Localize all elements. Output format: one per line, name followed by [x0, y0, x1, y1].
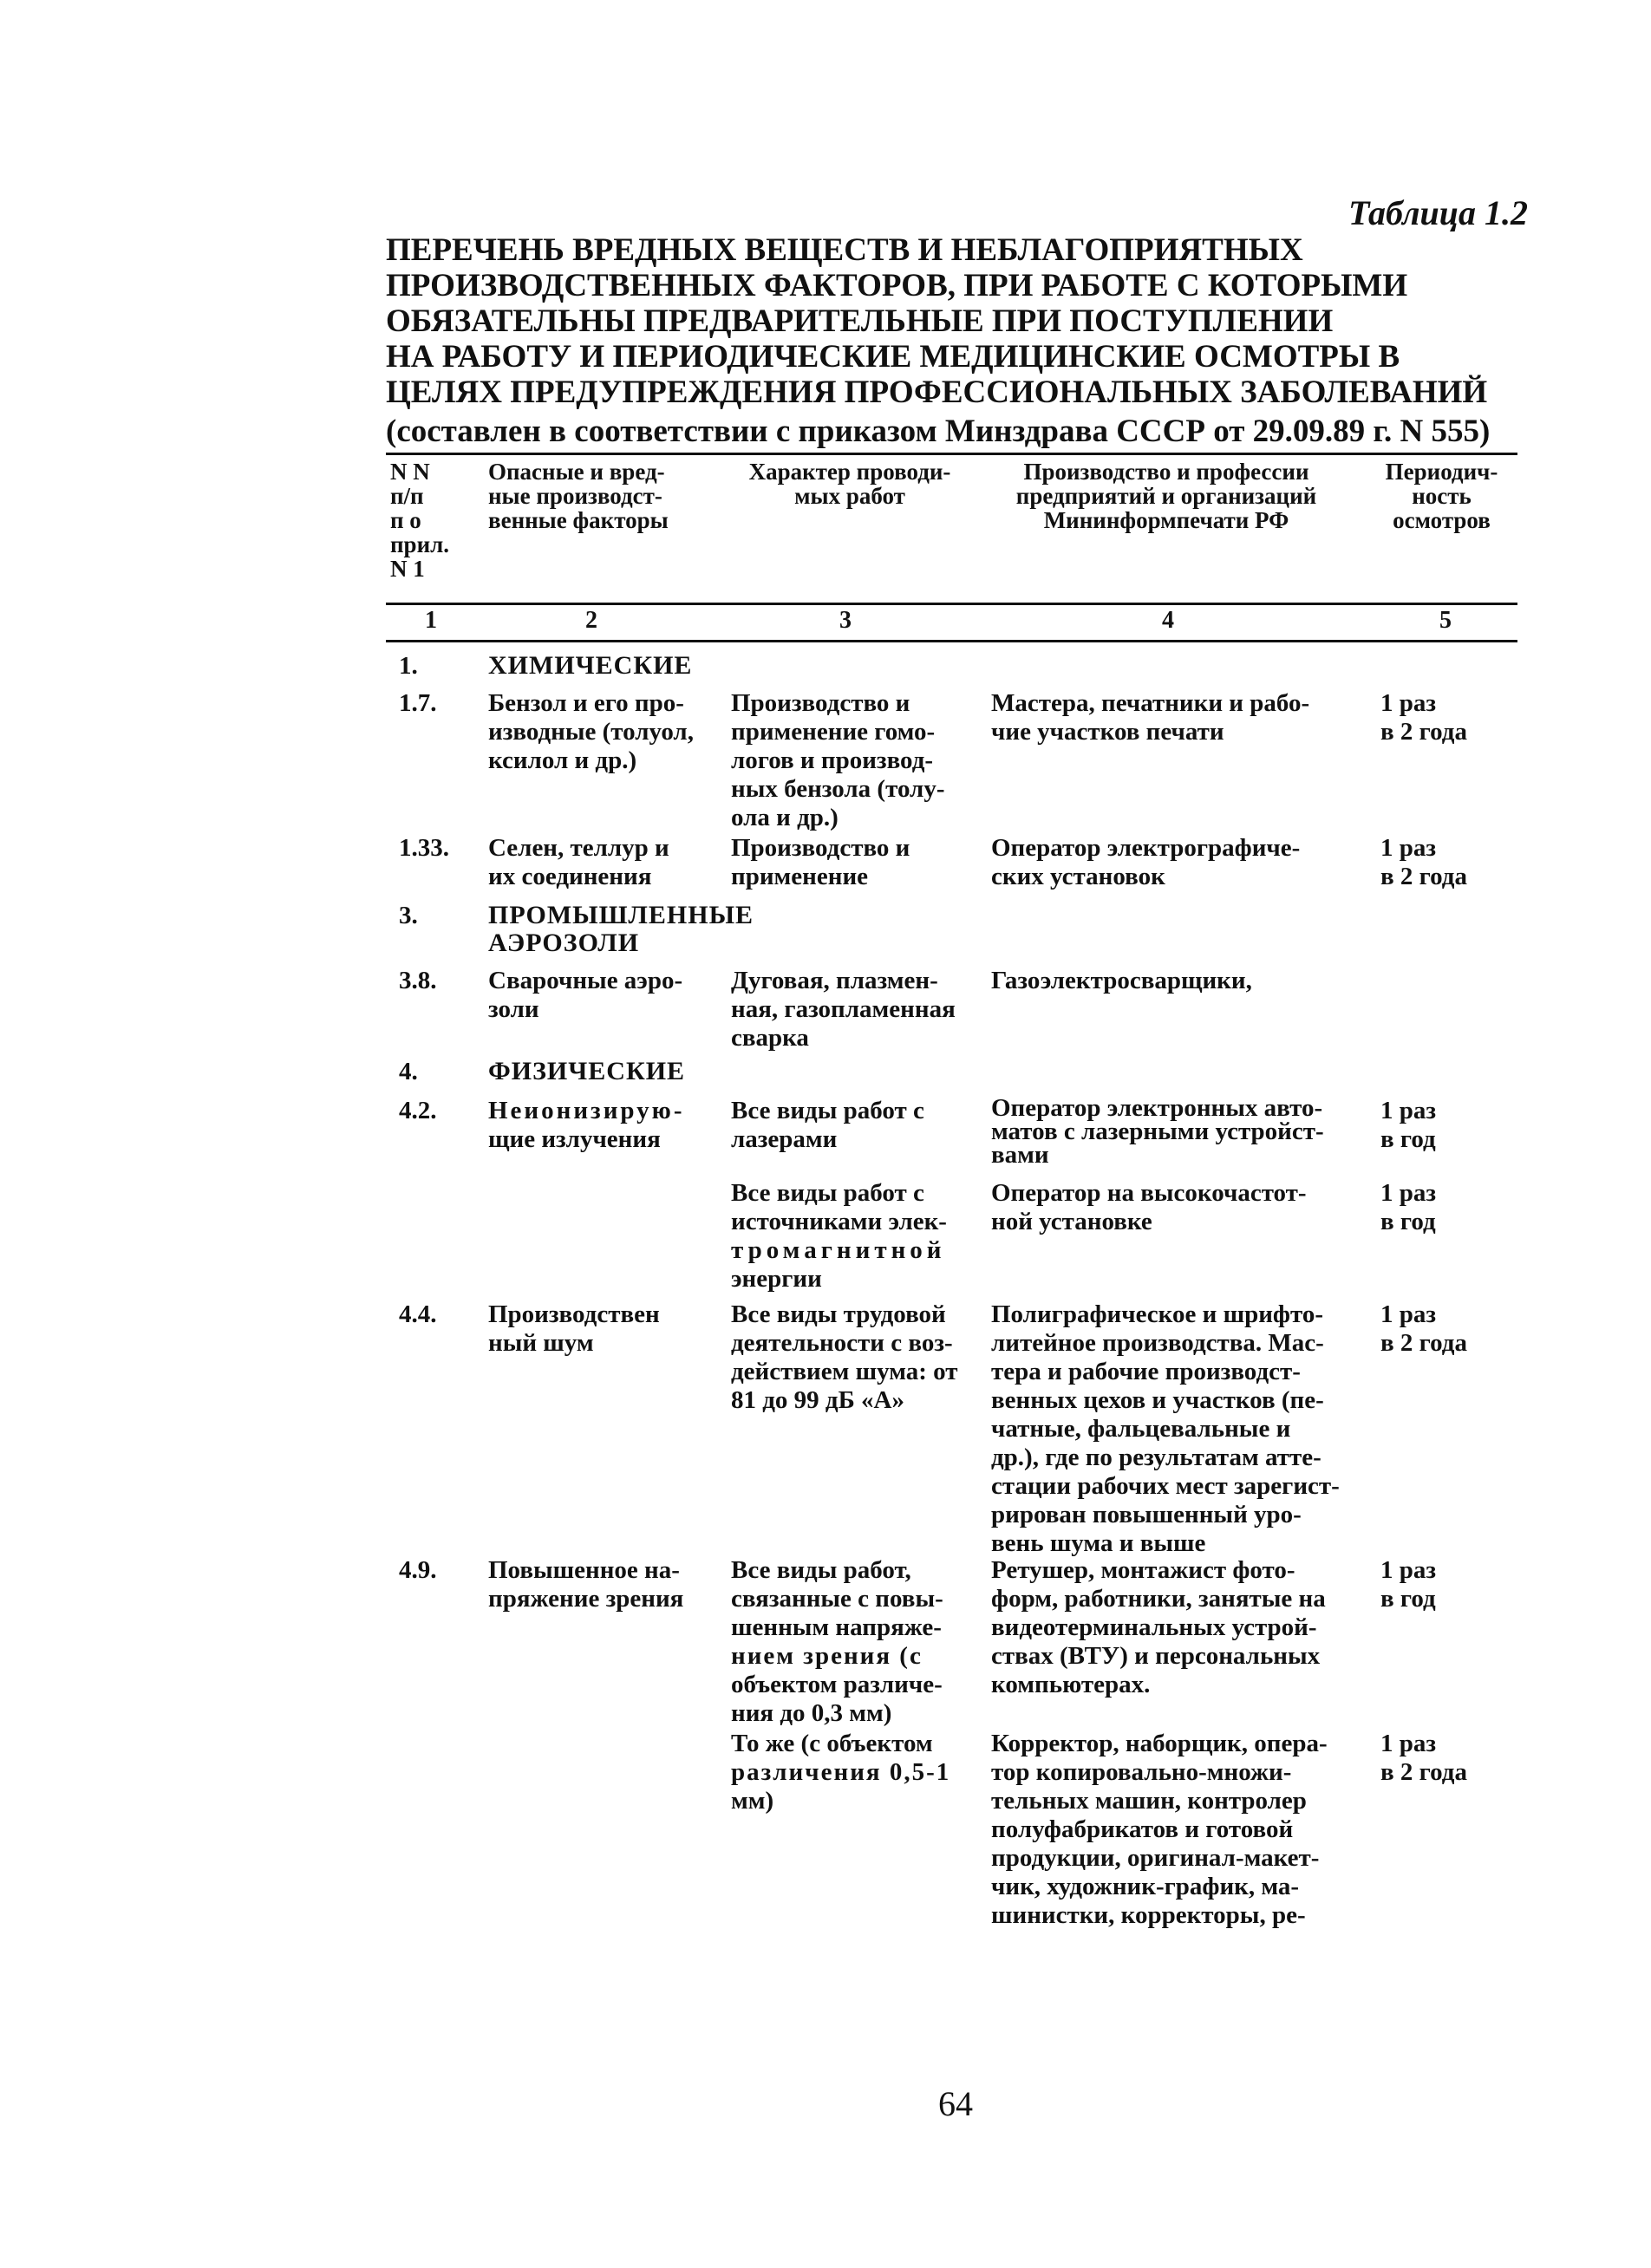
text-line: применение — [731, 863, 869, 890]
text-line: в 2 года — [1380, 718, 1467, 746]
text-line: чатные, фальцевальные и — [991, 1415, 1291, 1443]
table-top-rule — [386, 453, 1517, 455]
text-line: логов и производ- — [731, 746, 934, 774]
text-line: Мастера, печатники и рабо- — [991, 689, 1310, 717]
text-line: Все виды работ с — [731, 1097, 924, 1124]
title-line: ПЕРЕЧЕНЬ ВРЕДНЫХ ВЕЩЕСТВ И НЕБЛАГОПРИЯТНЫХ — [386, 232, 1303, 268]
text-line: ный шум — [488, 1329, 594, 1357]
text-line: 1 раз — [1380, 1300, 1437, 1328]
period-cell — [1380, 689, 1519, 746]
profession-cell — [991, 1179, 1364, 1236]
profession-cell — [991, 834, 1364, 891]
text-line: 1 раз — [1380, 689, 1437, 717]
row-number: 4.4. — [399, 1300, 437, 1328]
factor-cell — [488, 1556, 718, 1613]
text-line: вень шума и выше — [991, 1529, 1206, 1557]
text-line: золи — [488, 995, 539, 1023]
profession-cell — [991, 1556, 1364, 1699]
text-line: Дуговая, плазмен- — [731, 967, 938, 994]
work-cell — [731, 967, 978, 1053]
period-cell — [1380, 1556, 1519, 1613]
header-line: п/п — [390, 483, 424, 509]
header-line: осмотров — [1393, 507, 1491, 533]
header-col-5 — [1366, 459, 1517, 532]
header-col-4 — [980, 459, 1353, 532]
text-line: 81 до 99 дБ «А» — [731, 1386, 904, 1414]
header-col-3 — [724, 459, 976, 508]
period-cell — [1380, 1179, 1519, 1236]
text-line: в год — [1380, 1125, 1436, 1153]
text-line: литейное производства. Мас- — [991, 1329, 1324, 1357]
text-line: ной установке — [991, 1208, 1152, 1235]
period-cell — [1380, 1300, 1519, 1358]
text-line: компьютерах. — [991, 1671, 1151, 1698]
text-line: изводные (толуол, — [488, 718, 694, 746]
row-number: 3.8. — [399, 967, 437, 994]
row-number: 1. — [399, 652, 418, 680]
text-line: тромагнитной — [731, 1236, 946, 1264]
header-line: п о — [390, 507, 421, 533]
row-number: 1.33. — [399, 834, 449, 862]
header-line: Производство и профессии — [1023, 459, 1309, 485]
text-line: Газоэлектросварщики, — [991, 967, 1252, 994]
text-line: Неионизирую- — [488, 1097, 685, 1124]
text-line: Оператор электрографиче- — [991, 834, 1301, 862]
text-line: ских установок — [991, 863, 1165, 890]
header-line: N 1 — [390, 556, 425, 582]
header-line: мых работ — [794, 483, 905, 509]
work-cell — [731, 1179, 978, 1294]
text-line: в 2 года — [1380, 1329, 1467, 1357]
section-heading: ФИЗИЧЕСКИЕ — [488, 1057, 686, 1085]
text-line: сварка — [731, 1024, 809, 1052]
text-line: шинистки, корректоры, ре- — [991, 1901, 1306, 1929]
text-line: Оператор электронных авто- — [991, 1094, 1323, 1122]
text-line: вами — [991, 1141, 1049, 1169]
text-line: ных бензола (толу- — [731, 775, 945, 803]
header-line: Характер проводи- — [748, 459, 951, 485]
document-subtitle: (составлен в соответствии с приказом Минздрава СССР от 29.09.89 г. N 555) — [386, 414, 1491, 449]
text-line: То же (с объектом — [731, 1730, 933, 1757]
section-heading — [488, 902, 754, 957]
text-line: мм) — [731, 1787, 774, 1815]
row-number: 3. — [399, 902, 418, 929]
header-line: прил. — [390, 531, 450, 557]
text-line: полуфабрикатов и готовой — [991, 1815, 1294, 1843]
work-cell — [731, 1097, 978, 1154]
text-line: тельных машин, контролер — [991, 1787, 1307, 1815]
col-number-4: 4 — [1162, 607, 1174, 634]
text-line: Селен, теллур и — [488, 834, 669, 862]
title-line: ПРОИЗВОДСТВЕННЫХ ФАКТОРОВ, ПРИ РАБОТЕ С КОТОРЫМИ — [386, 268, 1408, 303]
header-bottom-rule — [386, 603, 1517, 605]
factor-cell — [488, 834, 718, 891]
text-line: тор копировально-множи- — [991, 1758, 1292, 1786]
text-line: продукции, оригинал-макет- — [991, 1844, 1320, 1872]
text-line: 1 раз — [1380, 1730, 1437, 1757]
text-line: ксилол и др.) — [488, 746, 637, 774]
factor-cell — [488, 967, 718, 1024]
text-line: щие излучения — [488, 1125, 661, 1153]
header-line: Мининформпечати РФ — [1043, 507, 1289, 533]
text-line: стации рабочих мест зарегист- — [991, 1472, 1340, 1500]
text-line: ола и др.) — [731, 804, 839, 831]
text-line: различения 0,5-1 — [731, 1758, 951, 1786]
header-line: N N — [390, 459, 430, 485]
text-line: тера и рабочие производст- — [991, 1358, 1301, 1385]
header-line: ность — [1412, 483, 1472, 509]
text-line: Бензол и его про- — [488, 689, 684, 717]
text-line: Повышенное на- — [488, 1556, 680, 1584]
text-line: чие участков печати — [991, 718, 1224, 746]
col-number-2: 2 — [585, 607, 597, 634]
text-line: 1 раз — [1380, 1556, 1437, 1584]
row-number: 4. — [399, 1058, 418, 1085]
period-cell — [1380, 1097, 1519, 1154]
title-line: НА РАБОТУ И ПЕРИОДИЧЕСКИЕ МЕДИЦИНСКИЕ ОСМОТРЫ В — [386, 339, 1400, 375]
text-line: связанные с повы- — [731, 1585, 943, 1613]
period-cell — [1380, 834, 1519, 891]
text-line: др.), где по результатам атте- — [991, 1444, 1321, 1471]
header-line: Периодич- — [1385, 459, 1498, 485]
table-label: Таблица 1.2 — [1348, 193, 1528, 232]
text-line: АЭРОЗОЛИ — [488, 929, 640, 957]
col-number-5: 5 — [1439, 607, 1452, 634]
work-cell — [731, 1556, 978, 1728]
text-line: Производство и — [731, 689, 910, 717]
text-line: рирован повышенный уро- — [991, 1501, 1302, 1528]
header-line: венные факторы — [488, 507, 669, 533]
page-number: 64 — [938, 2084, 973, 2123]
col-numbers-rule — [386, 640, 1517, 642]
header-line: предприятий и организаций — [1015, 483, 1317, 509]
header-line: ные производст- — [488, 483, 662, 509]
row-number: 1.7. — [399, 689, 437, 717]
text-line: 1 раз — [1380, 1179, 1437, 1207]
text-line: объектом различе- — [731, 1671, 943, 1698]
col-number-1: 1 — [425, 607, 437, 634]
profession-cell — [991, 1300, 1364, 1558]
header-line: Опасные и вред- — [488, 459, 665, 485]
text-line: деятельности с воз- — [731, 1329, 953, 1357]
text-line: 1 раз — [1380, 834, 1437, 862]
profession-cell — [991, 1094, 1364, 1169]
work-cell — [731, 834, 978, 891]
text-line: ПРОМЫШЛЕННЫЕ — [488, 901, 754, 929]
text-line: Производство и — [731, 834, 910, 862]
profession-cell — [991, 1730, 1364, 1930]
text-line: действием шума: от — [731, 1358, 958, 1385]
text-line: Полиграфическое и шрифто- — [991, 1300, 1323, 1328]
text-line: пряжение зрения — [488, 1585, 684, 1613]
header-col-1 — [390, 459, 468, 581]
text-line: венных цехов и участков (пе- — [991, 1386, 1324, 1414]
text-line: ная, газопламенная — [731, 995, 956, 1023]
text-line: применение гомо- — [731, 718, 936, 746]
text-line: ния до 0,3 мм) — [731, 1699, 892, 1727]
title-line: ОБЯЗАТЕЛЬНЫ ПРЕДВАРИТЕЛЬНЫЕ ПРИ ПОСТУПЛЕНИИ — [386, 303, 1334, 339]
work-cell — [731, 1730, 978, 1815]
text-line: в год — [1380, 1208, 1436, 1235]
profession-cell — [991, 689, 1364, 746]
text-line: Сварочные аэро- — [488, 967, 683, 994]
text-line: в 2 года — [1380, 863, 1467, 890]
text-line: 1 раз — [1380, 1097, 1437, 1124]
text-line: энергии — [731, 1265, 822, 1293]
row-number: 4.2. — [399, 1097, 437, 1124]
text-line: шенным напряже- — [731, 1613, 942, 1641]
work-cell — [731, 1300, 978, 1415]
header-col-2 — [488, 459, 714, 532]
col-number-3: 3 — [839, 607, 852, 634]
section-heading: ХИМИЧЕСКИЕ — [488, 651, 693, 680]
text-line: Корректор, наборщик, опера- — [991, 1730, 1328, 1757]
factor-cell — [488, 689, 718, 775]
title-line: ЦЕЛЯХ ПРЕДУПРЕЖДЕНИЯ ПРОФЕССИОНАЛЬНЫХ ЗАБОЛЕВАНИЙ — [386, 375, 1488, 410]
row-number: 4.9. — [399, 1556, 437, 1584]
text-line: в 2 года — [1380, 1758, 1467, 1786]
text-line: Оператор на высокочастот- — [991, 1179, 1307, 1207]
document-title — [386, 232, 1530, 410]
text-line: лазерами — [731, 1125, 838, 1153]
text-line: Все виды работ с — [731, 1179, 924, 1207]
text-line: Ретушер, монтажист фото- — [991, 1556, 1295, 1584]
text-line: Все виды трудовой — [731, 1300, 946, 1328]
text-line: их соединения — [488, 863, 652, 890]
text-line: матов с лазерными устройст- — [991, 1118, 1324, 1145]
factor-cell — [488, 1300, 718, 1358]
work-cell — [731, 689, 978, 832]
text-line: чик, художник-график, ма- — [991, 1873, 1300, 1900]
text-line: Производствен — [488, 1300, 660, 1328]
text-line: источниками элек- — [731, 1208, 947, 1235]
text-line: в год — [1380, 1585, 1436, 1613]
factor-cell — [488, 1097, 722, 1154]
text-line: Все виды работ, — [731, 1556, 911, 1584]
period-cell — [1380, 1730, 1519, 1787]
profession-cell — [991, 967, 1364, 995]
text-line: нием зрения (с — [731, 1642, 923, 1670]
text-line: ствах (ВТУ) и персональных — [991, 1642, 1321, 1670]
text-line: форм, работники, занятые на — [991, 1585, 1326, 1613]
text-line: видеотерминальных устрой- — [991, 1613, 1317, 1641]
